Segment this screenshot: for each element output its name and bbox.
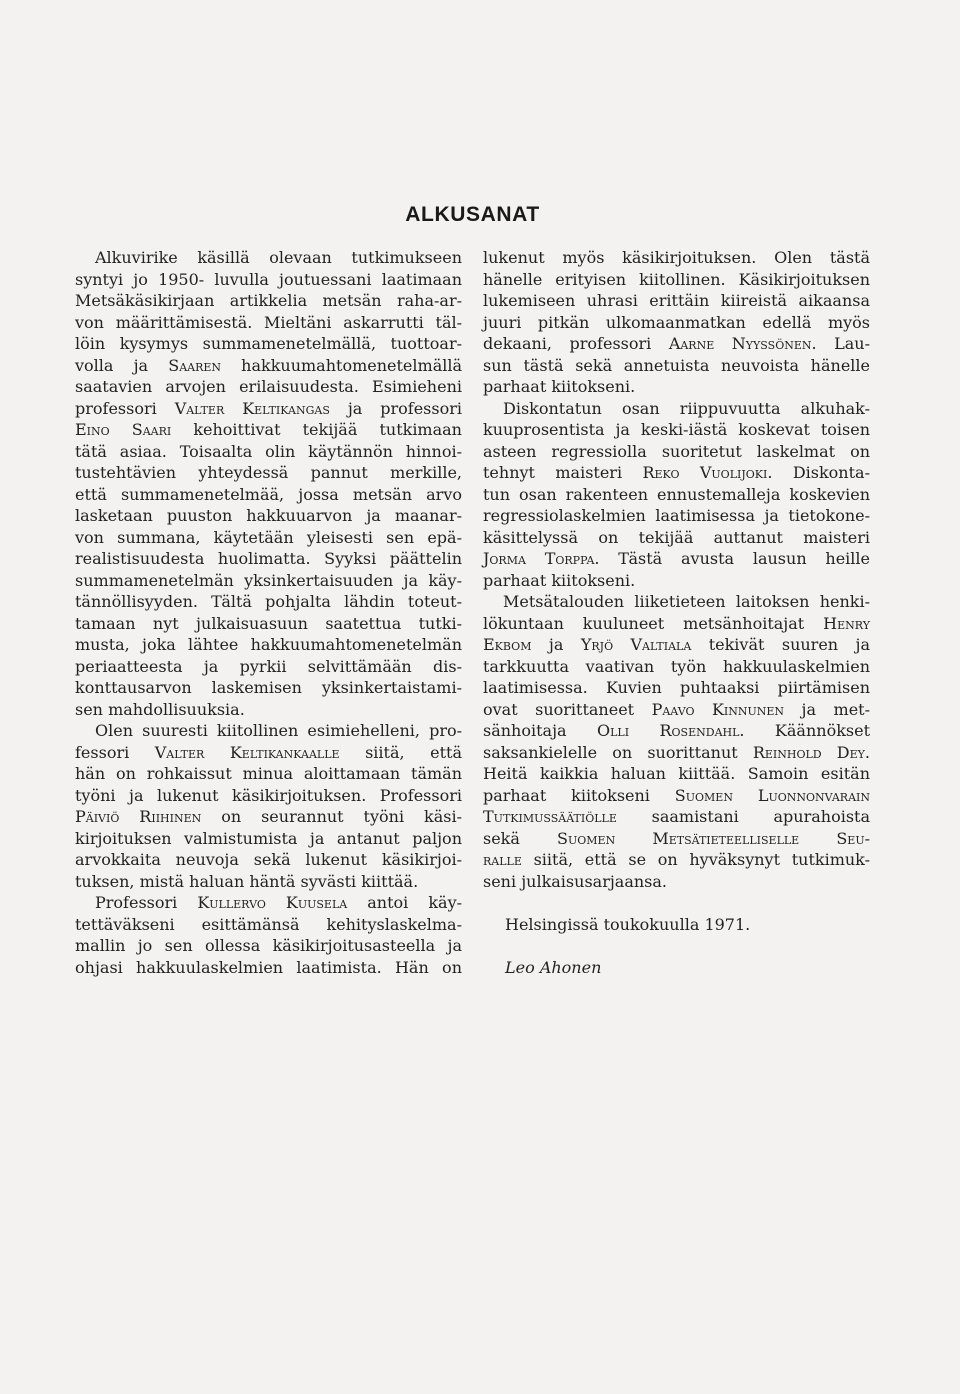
- text-line: [75, 785, 462, 807]
- text-run: hakkuumahtomenetelmällä: [221, 355, 463, 375]
- text-run: tarkkuutta vaativan työn hakkuulaskelmien: [483, 656, 870, 676]
- paragraph: [483, 398, 870, 592]
- text-run: lukemiseen uhrasi erittäin kiireistä aikaansa: [483, 291, 870, 310]
- text-line: [75, 312, 462, 334]
- text-line: [75, 570, 462, 592]
- text-line: [75, 699, 462, 721]
- small-caps-name: Reinhold Dey: [752, 742, 865, 762]
- text-run: kirjoituksen valmistumista ja antanut paljon: [75, 828, 462, 848]
- text-run: realistisuudesta huolimatta. Syyksi päättelin: [75, 549, 462, 568]
- text-line: [483, 656, 870, 678]
- text-run: von summana, käytetään yleisesti sen epä-: [75, 527, 462, 547]
- small-caps-name: Paavo Kinnunen: [651, 699, 785, 719]
- text-line: [75, 290, 462, 312]
- text-run: Diskontatun osan riippuvuutta alkuhak-: [503, 398, 870, 418]
- text-line: [75, 419, 462, 441]
- text-run: että summamenetelmää, jossa metsän arvo: [75, 484, 462, 504]
- text-run: siitä, että: [339, 742, 462, 762]
- paragraph: [483, 591, 870, 892]
- text-run: lukenut myös käsikirjoituksen. Olen tästä: [483, 248, 870, 267]
- text-line: [75, 720, 462, 742]
- text-line: [75, 806, 462, 828]
- text-run: . Tästä avusta lausun heille: [594, 549, 871, 568]
- text-line: [75, 871, 462, 893]
- text-line: [75, 935, 462, 957]
- text-line: [75, 505, 462, 527]
- text-line: [75, 763, 462, 785]
- text-run: lökuntaan kuuluneet metsänhoitajat: [483, 613, 824, 633]
- text-run: sänhoitaja: [483, 721, 597, 740]
- text-line: [483, 505, 870, 527]
- text-run: Alkuvirike käsillä olevaan tutkimukseen: [95, 248, 462, 267]
- text-line: [483, 312, 870, 334]
- text-run: ja: [531, 635, 581, 654]
- text-run: . Lau-: [811, 334, 870, 353]
- text-run: . Käännökset: [739, 721, 871, 740]
- text-run: on seurannut työni käsi-: [201, 807, 462, 826]
- text-run: antoi käy-: [347, 893, 463, 912]
- small-caps-name: Suomen Luonnonvarain: [674, 785, 870, 805]
- text-run: saamistani apurahoista: [616, 807, 870, 826]
- text-run: sun tästä sekä annetuista neuvoista hänelle: [483, 355, 870, 375]
- text-line: [483, 806, 870, 828]
- text-line: [483, 419, 870, 441]
- text-line: [483, 720, 870, 742]
- text-run: . Diskonta-: [767, 463, 870, 482]
- text-line: [75, 355, 462, 377]
- small-caps-name: Reko Vuolijoki: [642, 463, 768, 482]
- text-line: [483, 742, 870, 764]
- small-caps-name: Ekbom: [483, 635, 532, 654]
- text-line: [75, 828, 462, 850]
- small-caps-name: Kullervo Kuusela: [197, 893, 348, 912]
- text-line: [483, 828, 870, 850]
- text-run: dekaani, professori: [483, 334, 669, 353]
- text-line: [483, 484, 870, 506]
- text-run: regressiolaskelmien laatimisessa ja tietokone-: [483, 506, 870, 525]
- text-run: asteen regressiolla suoritetut laskelmat on: [483, 441, 870, 461]
- text-line: [483, 376, 870, 398]
- text-run: ovat suorittaneet: [483, 699, 652, 719]
- text-run: tehnyt maisteri: [483, 463, 643, 482]
- text-line: [483, 591, 870, 613]
- text-line: [75, 656, 462, 678]
- text-line: [483, 699, 870, 721]
- text-line: [483, 333, 870, 355]
- small-caps-name: Suomen Metsätieteelliselle Seu-: [557, 828, 870, 848]
- text-run: käsittelyssä on tekijää auttanut maisteri: [483, 527, 870, 547]
- text-run: Metsätalouden liiketieteen laitoksen henki-: [503, 592, 870, 611]
- text-run: konttausarvon laskemisen yksinkertaistami-: [75, 678, 462, 697]
- text-run: seni julkaisusarjaansa.: [483, 871, 668, 891]
- text-run: tettäväkseni esittämänsä kehityslaskelma-: [75, 914, 462, 934]
- text-run: ja met-: [784, 699, 871, 719]
- paragraph: [75, 720, 462, 892]
- text-run: työni ja lukenut käsikirjoituksen. Professori: [75, 785, 462, 805]
- text-line: [483, 441, 870, 463]
- text-run: ja professori: [329, 398, 462, 418]
- text-run: arvokkaita neuvoja sekä lukenut käsikirjoi-: [75, 850, 462, 869]
- small-caps-name: Päiviö Riihinen: [75, 807, 202, 826]
- text-line: [75, 269, 462, 291]
- text-line: [75, 484, 462, 506]
- text-run: tekivät suuren ja: [691, 635, 871, 654]
- text-line: [483, 677, 870, 699]
- text-run: saksankielelle on suorittanut: [483, 742, 753, 762]
- text-run: periaatteesta ja pyrkii selvittämään dis-: [75, 656, 462, 676]
- text-run: Metsäkäsikirjaan artikkelia metsän raha-ar-: [75, 291, 462, 310]
- text-run: sen mahdollisuuksia.: [75, 699, 245, 719]
- text-line: [75, 849, 462, 871]
- text-run: laatimisessa. Kuvien puhtaaksi piirtämisen: [483, 678, 870, 697]
- text-run: siitä, että se on hyväksynyt tutkimuk-: [521, 850, 870, 869]
- small-caps-name: Saaren: [168, 355, 222, 375]
- small-caps-name: Eino Saari: [75, 420, 172, 439]
- text-run: kehoittivat tekijää tutkimaan: [171, 420, 462, 439]
- text-line: [483, 849, 870, 871]
- text-run: .: [864, 742, 870, 762]
- text-line: [75, 634, 462, 656]
- text-line: [483, 355, 870, 377]
- text-run: parhaat kiitokseni.: [483, 570, 636, 590]
- right-text-column: [483, 247, 870, 978]
- small-caps-name: Yrjö Valtiala: [580, 635, 692, 654]
- small-caps-name: Henry: [823, 613, 870, 633]
- small-caps-name: Olli Rosendahl: [597, 721, 740, 740]
- text-run: von määrittämisestä. Mieltäni askarrutti täl-: [75, 312, 462, 332]
- text-line: [75, 333, 462, 355]
- text-line: [483, 570, 870, 592]
- text-line: [75, 677, 462, 699]
- signature-author: Leo Ahonen: [505, 957, 602, 977]
- text-run: ohjasi hakkuulaskelmien laatimista. Hän on: [75, 957, 462, 977]
- text-line: [75, 548, 462, 570]
- text-line: [75, 527, 462, 549]
- small-caps-name: Valter Keltikankaalle: [154, 742, 340, 762]
- text-line: [75, 376, 462, 398]
- paragraph: [483, 247, 870, 398]
- text-run: mallin jo sen ollessa käsikirjoitusasteella ja: [75, 936, 462, 955]
- text-run: juuri pitkän ulkomaanmatkan edellä myös: [483, 312, 870, 332]
- text-line: [75, 462, 462, 484]
- paragraph: [75, 892, 462, 978]
- text-line: [483, 634, 870, 656]
- text-run: syntyi jo 1950- luvulla joutuessani laatimaan: [75, 269, 462, 289]
- text-run: löin kysymys summamenetelmällä, tuottoar-: [75, 334, 462, 353]
- text-line: [483, 398, 870, 420]
- text-run: parhaat kiitokseni.: [483, 377, 636, 396]
- right-column-paragraphs: [483, 247, 870, 892]
- small-caps-name: Valter Keltikangas: [174, 398, 330, 418]
- text-run: hänelle erityisen kiitollinen. Käsikirjoituksen: [483, 269, 870, 289]
- text-run: tuksen, mistä haluan häntä syvästi kiittää.: [75, 871, 419, 891]
- small-caps-name: Jorma Torppa: [483, 549, 595, 568]
- text-run: parhaat kiitokseni: [483, 785, 675, 805]
- text-run: kuuprosentista ja keski-iästä koskevat toisen: [483, 420, 870, 439]
- text-run: volla ja: [75, 355, 169, 375]
- text-run: professori: [75, 398, 175, 418]
- small-caps-name: Tutkimussäätiölle: [483, 807, 617, 826]
- text-line: [75, 398, 462, 420]
- text-run: summamenetelmän yksinkertaisuuden ja käy-: [75, 570, 462, 590]
- signature-place-date: Helsingissä toukokuulla 1971.: [505, 914, 751, 934]
- paragraph: [75, 247, 462, 720]
- text-line: [75, 247, 462, 269]
- small-caps-name: Aarne Nyyssönen: [668, 334, 812, 353]
- text-run: Professori: [95, 893, 198, 912]
- text-line: [75, 591, 462, 613]
- text-run: sekä: [483, 828, 558, 848]
- text-line: [75, 914, 462, 936]
- small-caps-name: ralle: [483, 850, 522, 869]
- text-run: hän on rohkaissut minua aloittamaan tämän: [75, 764, 462, 783]
- text-line: [483, 290, 870, 312]
- text-line: [75, 957, 462, 979]
- text-run: tustehtävien yhteydessä pannut merkille,: [75, 463, 462, 482]
- text-run: tännöllisyyden. Tältä pohjalta lähdin toteut-: [75, 592, 462, 611]
- text-run: tamaan nyt julkaisuasuun saatettua tutki-: [75, 613, 462, 633]
- text-run: Olen suuresti kiitollinen esimiehelleni, pro-: [95, 721, 462, 740]
- text-run: Heitä kaikkia haluan kiittää. Samoin esitän: [483, 764, 870, 783]
- text-line: [483, 548, 870, 570]
- text-line: [483, 269, 870, 291]
- text-line: [483, 247, 870, 269]
- text-line: [483, 462, 870, 484]
- text-run: saatavien arvojen erilaisuudesta. Esimieheni: [75, 377, 462, 396]
- text-run: tätä asiaa. Toisaalta olin käytännön hinnoi-: [75, 441, 462, 461]
- text-line: [483, 871, 870, 893]
- left-text-column: [75, 247, 462, 978]
- text-line: [75, 613, 462, 635]
- text-line: [483, 613, 870, 635]
- text-run: fessori: [75, 742, 155, 762]
- text-run: musta, joka lähtee hakkuumahtomenetelmän: [75, 635, 462, 654]
- text-line: [75, 441, 462, 463]
- text-line: [75, 892, 462, 914]
- text-line: [75, 742, 462, 764]
- text-run: tun osan rakenteen ennustemalleja koskevien: [483, 484, 870, 504]
- page-title: ALKUSANAT: [405, 203, 540, 226]
- text-line: [483, 527, 870, 549]
- text-line: [483, 785, 870, 807]
- text-run: lasketaan puuston hakkuuarvon ja maanar-: [75, 506, 462, 525]
- text-line: [483, 763, 870, 785]
